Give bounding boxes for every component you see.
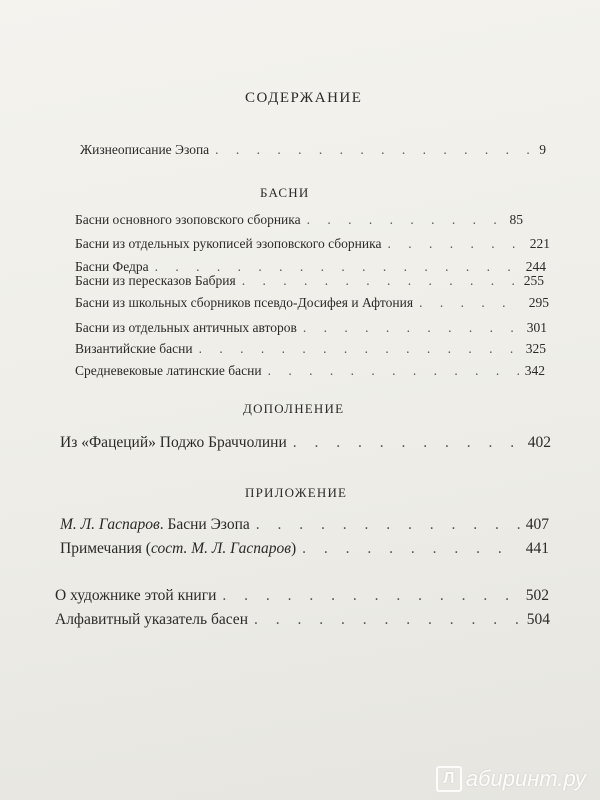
toc-entry-page: 221 (529, 236, 550, 251)
toc-entry-page: 502 (525, 587, 549, 604)
contents-heading: СОДЕРЖАНИЕ (245, 90, 363, 106)
toc-entry-title: Басни Федра (75, 259, 149, 274)
toc-entry-title: Басни основного эзоповского сборника (75, 212, 301, 227)
compiler-note: сост. М. Л. Гаспаров (150, 540, 291, 557)
toc-entry-title: Жизнеописание Эзопа (80, 142, 210, 157)
watermark-text: абиринт.ру (465, 766, 586, 791)
leader-dots (293, 434, 522, 452)
toc-entry-title: Басни из пересказов Бабрия (75, 273, 236, 288)
toc-entry-page: 504 (526, 611, 550, 628)
leader-dots (215, 142, 533, 158)
toc-entry (75, 363, 545, 379)
toc-entry-page: 342 (524, 363, 545, 378)
toc-entry-title: Басни из школьных сборников псевдо-Досифея и Афтония (75, 295, 414, 310)
toc-entry (75, 236, 550, 252)
toc-entry (60, 516, 549, 534)
toc-entry-page: 85 (509, 212, 523, 227)
leader-dots (302, 540, 520, 558)
toc-entry (55, 587, 549, 605)
leader-dots (254, 611, 521, 629)
entry-title-text: . Басни Эзопа (159, 516, 250, 533)
toc-entry-page: 325 (525, 341, 546, 356)
labirint-logo-icon: Л (436, 766, 462, 792)
entry-title-suffix: ) (290, 540, 297, 557)
supplement-heading: ДОПОЛНЕНИЕ (243, 401, 345, 416)
toc-entry (75, 212, 523, 228)
entry-title-text: Примечания ( (60, 540, 151, 557)
labirint-watermark (436, 766, 586, 792)
toc-entry (60, 434, 551, 452)
toc-entry-page: 402 (527, 434, 551, 451)
fables-heading: БАСНИ (260, 185, 310, 200)
toc-entry-title: Из «Фацеций» Поджо Браччолини (60, 434, 287, 451)
toc-entry (55, 611, 550, 629)
toc-entry-page: 441 (525, 540, 549, 557)
toc-entry (75, 341, 546, 357)
leader-dots (307, 212, 504, 228)
leader-dots (222, 587, 519, 605)
toc-entry-page: 255 (523, 273, 544, 288)
leader-dots (303, 320, 521, 336)
toc-entry-title: О художнике этой книги (55, 587, 217, 604)
toc-entry (75, 295, 549, 311)
leader-dots (256, 516, 520, 534)
toc-entry-title (60, 540, 296, 558)
leader-dots (268, 363, 519, 379)
toc-entry (75, 273, 544, 289)
leader-dots (199, 341, 520, 357)
toc-entry (80, 142, 546, 158)
appendix-heading: ПРИЛОЖЕНИЕ (245, 485, 348, 500)
toc-entry-page: 244 (525, 259, 546, 274)
toc-entry-title: Алфавитный указатель басен (55, 611, 248, 628)
toc-entry-page: 407 (525, 516, 549, 533)
toc-entry-title (60, 516, 250, 534)
toc-entry (75, 320, 547, 336)
toc-entry-page: 9 (539, 142, 546, 157)
toc-entry-title: Византийские басни (75, 341, 193, 356)
toc-entry-page: 301 (526, 320, 547, 335)
toc-entry-title: Средневековые латинские басни (75, 363, 262, 378)
leader-dots (242, 273, 518, 289)
leader-dots (419, 295, 523, 311)
author-name: М. Л. Гаспаров (60, 516, 160, 533)
leader-dots (387, 236, 523, 252)
toc-entry-title: Басни из отдельных античных авторов (75, 320, 297, 335)
toc-entry-title: Басни из отдельных рукописей эзоповского сборника (75, 236, 382, 251)
toc-entry-page: 295 (528, 295, 549, 310)
toc-entry (60, 540, 549, 558)
